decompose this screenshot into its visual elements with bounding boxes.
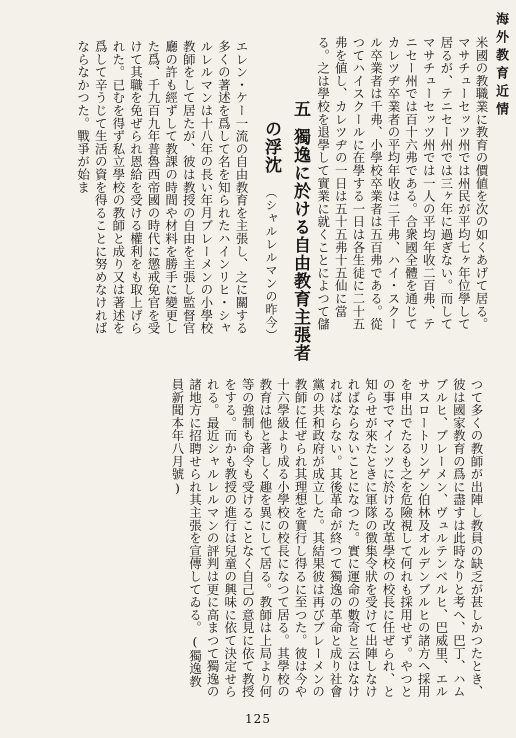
upper-right-column bbox=[315, 36, 490, 336]
section-subtitle bbox=[259, 120, 284, 342]
page-number: 125 bbox=[245, 712, 271, 726]
section-heading bbox=[289, 100, 311, 362]
running-head: 海外教育近情 bbox=[493, 12, 508, 120]
lower-paragraph: つて多くの教師が出陣し教員の缺乏が甚しかつたとき、彼は國家教育の爲に盡すは此時なりと考へ、巴丁、ハムブルヒ、ブレーメン、ヴュルテンベルヒ、巴威里、エルサスロートリンゲン伯林及オルデンブルヒの諸方へ採用を申出でたるも之を危險視して何れも採用せず。やつとの事でマインツに於ける改革學校の校長に任ぜられ、と知らせが來たときに軍隊の徴集令狀を受けて出陣しなければならないことになつた。實に運命の數奇と云はなければならない。其後革命が終つて獨逸の革命と成り社會黨の共和政府が成立した。其結果彼は再びブレーメンの教師に任ぜられ其理想を實行し得るに至つた。彼は今や十六學級より成る小學校の校長になつて居る。其學校の教育は他と著しく趣を異にして居る。教師は上局より何等の強制も命令も受けることなく自己の意見に依て教授をする。而かも教授の進行は兒童の興味に依て決定せられる。最近シャルレルマンの評判は更に高まつて獨逸の諸地方に招聘せられ其主張を宣傳してゐる。(獨逸教員新聞本年八月號) bbox=[169, 378, 484, 698]
section-title: 獨逸に於ける自由教育主張者 bbox=[290, 128, 310, 362]
section-subtitle-text: の浮沈 bbox=[261, 120, 281, 174]
section-subtitle-note: （シャルレルマンの昨今） bbox=[264, 186, 278, 342]
upper-left-paragraph: エレン・ケー一流の自由教育を主張し、之に關する多くの著述を爲して名を知られたハインリヒ・シャルレルマンは十八年の長い年月ブレーメンの小學校教師をして居たが、彼は教授の自由を主張し監督官廳の許も經ずして教課の時間や材料を勝手に變更した爲、千九百九年普魯西帝國の時代に懲戒免官を受けて其職を免ぜられ恩給を受ける權利をも取上げられた。已むを得ず私立學校の教師と成り又は著述を爲して辛うじて生活の資を得ることに努めなければならなかつた。戰爭が始ま bbox=[75, 40, 249, 335]
upper-left-column bbox=[50, 40, 250, 340]
section-number: 五 bbox=[290, 100, 310, 118]
upper-right-paragraph: 米國の教職業に教育の價値を次の如くあげて居る。マサチューセッツ州では州民が平均七ヶ年位學して居るが、テニセー州では三ヶ年に過ぎない。而してマサチューセッツ州では一人の平均年收二百弗、テニセー州では百十六弗である。合衆國全體を通じてカレツヂ卒業者の平均年收は二千弗、ハイ・スクール卒業者は千弗、小學校卒業者は五百弗である。從つてハイスクールに在學する一日は各生徒に二十五弗を値し、カレツヂの一日は五十五弗十五仙に當る。之は學校を退學して實業に就くことによつて儲 bbox=[315, 36, 489, 331]
lower-column bbox=[130, 378, 485, 698]
